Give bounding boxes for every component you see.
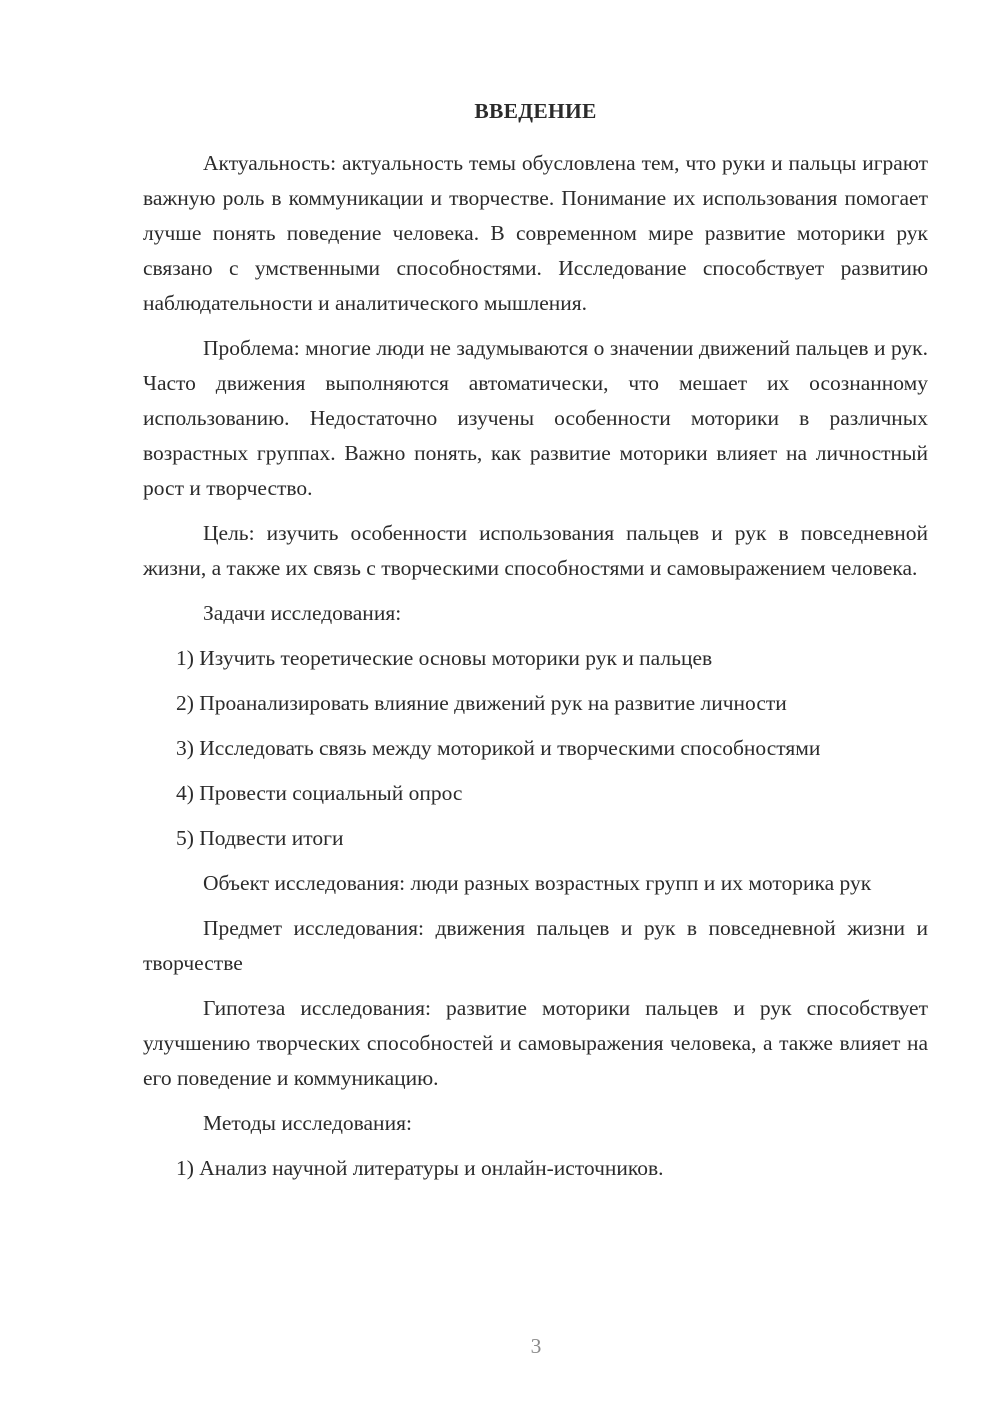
page-number: 3 — [530, 1334, 542, 1358]
relevance-paragraph: Актуальность: актуальность темы обусловлена тем, что руки и пальцы играют важную роль в коммуникации и творчестве. Понимание их использования помогает лучше понять поведение человека. В современном мире развитие моторики рук связано с умственными способностями. Исследование способствует развитию наблюдательности и аналитического мышления. — [143, 151, 928, 315]
methods-heading: Методы исследования: — [203, 1111, 412, 1135]
methods-list — [143, 1151, 928, 1186]
subject-paragraph: Предмет исследования: движения пальцев и рук в повседневной жизни и творчестве — [143, 916, 928, 975]
method-item-1: 1) Анализ научной литературы и онлайн-источников. — [176, 1156, 664, 1180]
task-item-5: 5) Подвести итоги — [176, 826, 344, 850]
task-item-1: 1) Изучить теоретические основы моторики рук и пальцев — [176, 646, 713, 670]
object-paragraph: Объект исследования: люди разных возрастных групп и их моторика рук — [203, 871, 872, 895]
tasks-heading: Задачи исследования: — [203, 601, 402, 625]
document-page — [143, 96, 928, 1196]
task-item-3: 3) Исследовать связь между моторикой и творческими способностями — [176, 736, 821, 760]
tasks-list — [143, 641, 928, 856]
hypothesis-paragraph: Гипотеза исследования: развитие моторики пальцев и рук способствует улучшению творческих способностей и самовыражения человека, а также влияет на его поведение и коммуникацию. — [143, 996, 928, 1090]
task-item-4: 4) Провести социальный опрос — [176, 781, 463, 805]
task-item-2: 2) Проанализировать влияние движений рук на развитие личности — [176, 691, 787, 715]
page-title: ВВЕДЕНИЕ — [474, 99, 597, 123]
problem-paragraph: Проблема: многие люди не задумываются о значении движений пальцев и рук. Часто движения выполняются автоматически, что мешает их осознанному использованию. Недостаточно изучены особенности моторики в различных возрастных группах. Важно понять, как развитие моторики влияет на личностный рост и творчество. — [143, 336, 928, 500]
goal-paragraph: Цель: изучить особенности использования пальцев и рук в повседневной жизни, а также их связь с творческими способностями и самовыражением человека. — [143, 521, 928, 580]
